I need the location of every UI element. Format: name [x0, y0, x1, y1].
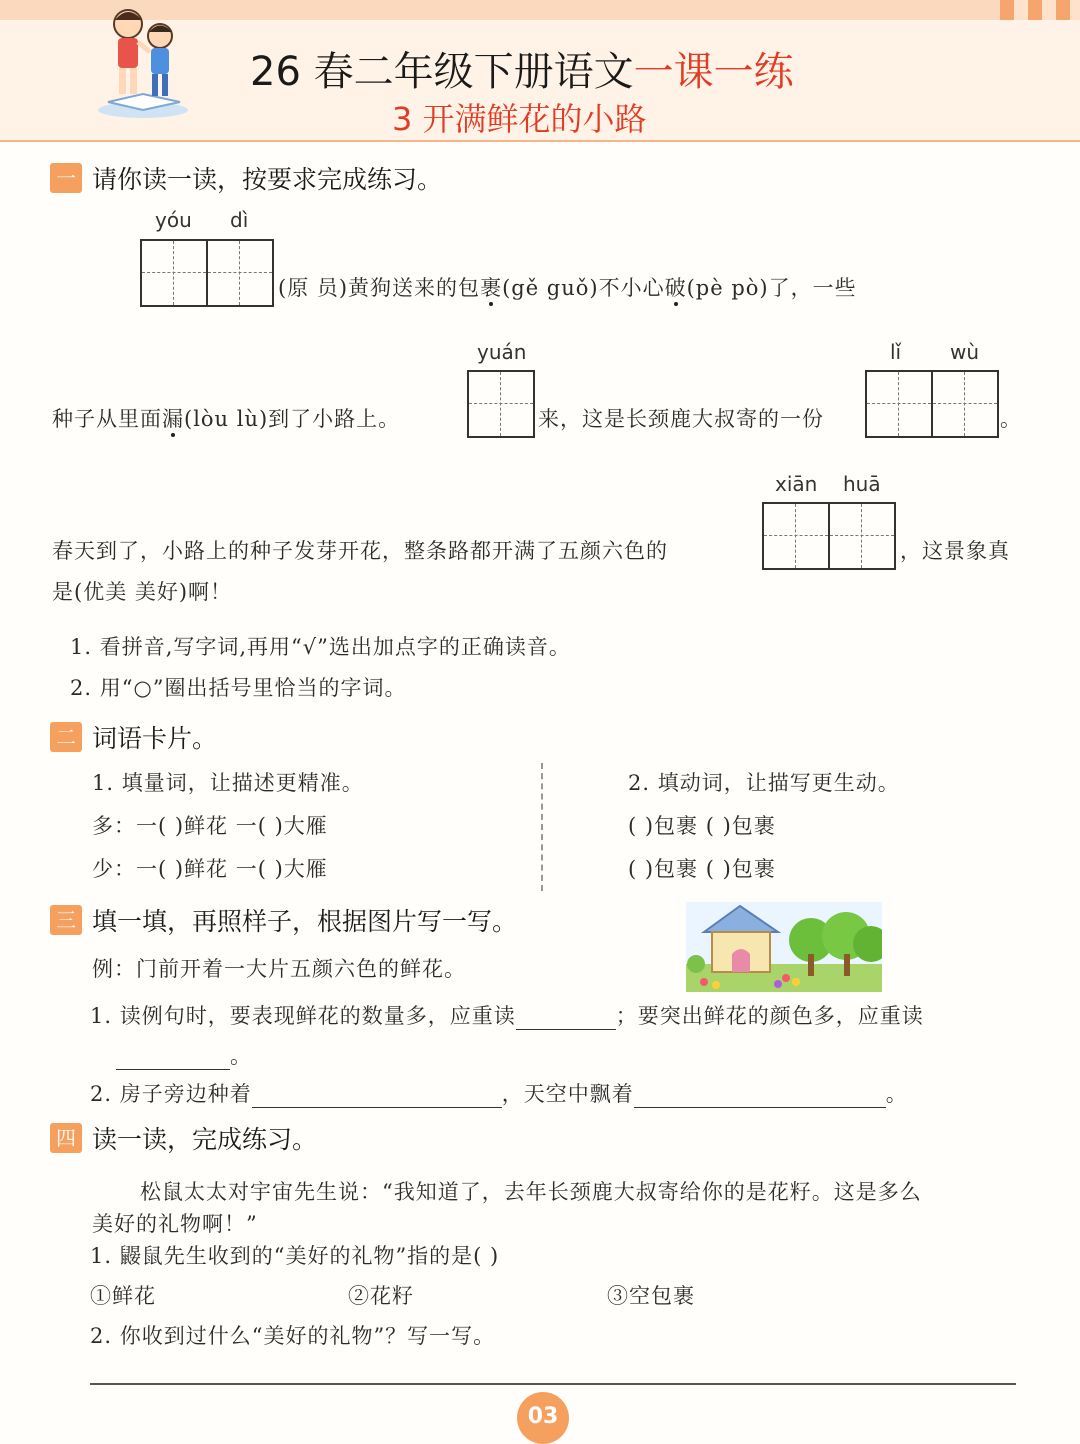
- title-main: 26 春二年级下册语文: [250, 49, 634, 95]
- option-2[interactable]: ②花籽: [348, 1284, 414, 1308]
- answer-blank[interactable]: [116, 1049, 230, 1070]
- passage-text: (lòu lù)到了小路上。: [184, 407, 401, 431]
- grid-cell[interactable]: [931, 372, 997, 436]
- grid-cell[interactable]: [828, 504, 894, 568]
- answer-line[interactable]: [90, 1383, 1016, 1385]
- pinyin-xian: xiān: [775, 472, 818, 496]
- measure-word-row-1[interactable]: 多：一( )鲜花 一( )大雁: [92, 814, 328, 838]
- lesson-title: 3 开满鲜花的小路: [392, 100, 647, 138]
- section-3-title: 填一填，再照样子，根据图片写一写。: [92, 907, 518, 936]
- s4-question-1[interactable]: 1. 鼹鼠先生收到的“美好的礼物”指的是( ): [90, 1244, 500, 1268]
- section-4-title: 读一读，完成练习。: [92, 1125, 318, 1154]
- dotted-char: 裹: [480, 276, 503, 300]
- house-flowers-picture: [686, 902, 882, 992]
- option-3[interactable]: ③空包裹: [607, 1284, 695, 1308]
- pinyin-wu: wù: [950, 340, 980, 364]
- s3-question-2[interactable]: [90, 1078, 908, 1108]
- header-decoration: [1000, 0, 1080, 20]
- reading-passage-line-1: 松鼠太太对宇宙先生说：“我知道了，去年长颈鹿大叔寄给你的是花籽。这是多么: [140, 1180, 922, 1204]
- pinyin-yuan: yuán: [477, 340, 527, 364]
- writing-grid-youdi[interactable]: [140, 239, 274, 307]
- verb-row-1[interactable]: ( )包裹 ( )包裹: [628, 814, 776, 838]
- writing-grid-yuan[interactable]: [467, 370, 535, 438]
- answer-blank[interactable]: [516, 1009, 616, 1030]
- instruction-2: 2. 用“○”圈出括号里恰当的字词。: [70, 676, 407, 700]
- passage-line-4: 是(优美 美好)啊！: [52, 580, 233, 604]
- verb-row-2[interactable]: ( )包裹 ( )包裹: [628, 857, 776, 881]
- section-2-badge: 二: [50, 722, 82, 752]
- pinyin-li: lǐ: [890, 340, 902, 364]
- passage-line-2b: 来，这是长颈鹿大叔寄的一份: [538, 407, 824, 431]
- question-text: 1. 读例句时，要表现鲜花的数量多，应重读: [90, 1004, 516, 1028]
- instruction-1: 1. 看拼音,写字词,再用“√”选出加点字的正确读音。: [70, 635, 571, 659]
- grid-cell[interactable]: [469, 372, 533, 436]
- page-number: 03: [517, 1392, 569, 1444]
- answer-blank[interactable]: [252, 1087, 502, 1108]
- writing-grid-xianhua[interactable]: [762, 502, 896, 570]
- kids-illustration: [88, 2, 198, 120]
- grid-cell[interactable]: [206, 241, 272, 305]
- measure-word-row-2[interactable]: 少：一( )鲜花 一( )大雁: [92, 857, 328, 881]
- pinyin-hua: huā: [843, 472, 881, 496]
- grid-cell[interactable]: [867, 372, 931, 436]
- s3-question-1-cont[interactable]: [116, 1040, 252, 1070]
- title-accent: 一课一练: [633, 49, 794, 95]
- passage-line-1: [278, 272, 857, 302]
- section-4-badge: 四: [50, 1123, 82, 1153]
- section-2-title: 词语卡片。: [92, 724, 218, 753]
- question-text: ；要突出鲜花的颜色多，应重读: [615, 1004, 924, 1028]
- dotted-char: 漏: [162, 407, 184, 431]
- passage-line-3b: ，这景象真: [900, 539, 1010, 563]
- option-1[interactable]: ①鲜花: [90, 1284, 156, 1308]
- example-sentence: 例：门前开着一大片五颜六色的鲜花。: [92, 957, 466, 981]
- pinyin-di: dì: [230, 208, 249, 232]
- question-text: 。: [230, 1044, 252, 1068]
- measure-word-title: 1. 填量词，让描述更精准。: [92, 771, 364, 795]
- passage-line-2c: 。: [1000, 407, 1022, 431]
- writing-grid-liwu[interactable]: [865, 370, 999, 438]
- grid-cell[interactable]: [142, 241, 206, 305]
- pinyin-you: yóu: [155, 208, 192, 232]
- section-1-badge: 一: [50, 163, 82, 193]
- section-1-title: 请你读一读，按要求完成练习。: [92, 165, 443, 194]
- section-3-badge: 三: [50, 905, 82, 935]
- s3-question-1[interactable]: [90, 1000, 924, 1030]
- page-title: [250, 40, 794, 97]
- answer-blank[interactable]: [634, 1087, 886, 1108]
- dotted-char: 破: [664, 276, 687, 300]
- passage-text: (pè pò)了，一些: [686, 276, 857, 300]
- passage-text: 种子从里面: [52, 407, 162, 431]
- verb-title: 2. 填动词，让描写更生动。: [628, 771, 900, 795]
- passage-line-3a: 春天到了，小路上的种子发芽开花，整条路都开满了五颜六色的: [52, 539, 668, 563]
- s4-question-2: 2. 你收到过什么“美好的礼物”？写一写。: [90, 1324, 496, 1348]
- grid-cell[interactable]: [764, 504, 828, 568]
- question-text: ，天空中飘着: [501, 1082, 634, 1106]
- question-text: 。: [885, 1082, 908, 1106]
- question-text: 2. 房子旁边种着: [90, 1082, 252, 1106]
- card-divider: [541, 763, 543, 891]
- passage-text: (gě guǒ)不小心: [502, 276, 665, 300]
- passage-text: (原 员)黄狗送来的包: [278, 276, 481, 300]
- reading-passage-line-2: 美好的礼物啊！”: [92, 1212, 258, 1236]
- passage-line-2a: [52, 403, 400, 433]
